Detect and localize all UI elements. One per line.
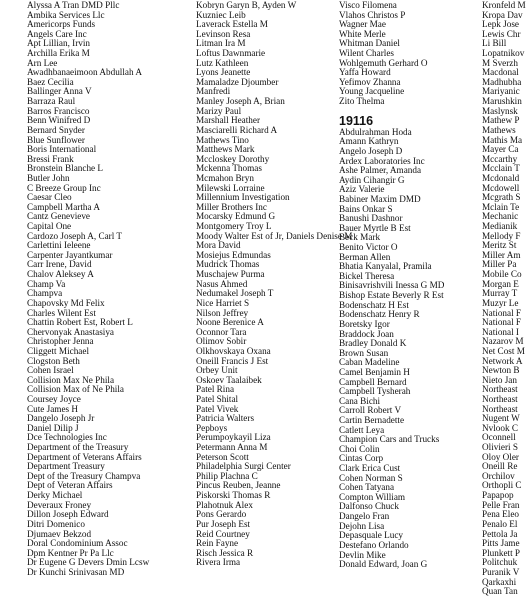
directory-entry: Dangelo Joseph Jr [27,413,95,424]
directory-entry: National F [482,317,522,328]
directory-entry: National F [482,307,522,318]
directory-entry: Caesar Cleo [27,192,72,203]
directory-entry: Maslynsk [482,105,518,116]
directory-entry: Dr Eugene G Devers Dmin Lcsw [27,557,150,568]
directory-entry: Oskoev Taalaibek [196,374,262,385]
directory-entry: Petermann Anna M [196,442,268,453]
directory-entry: Mcdonald [482,172,520,183]
directory-entry: White Merle [339,28,386,39]
directory-entry: Campbell Tysherah [339,386,411,397]
directory-entry: Cohen Israel [27,365,74,376]
directory-entry: Whitman Daniel [339,38,400,49]
directory-entry: Nugent W [482,413,520,424]
directory-entry: Quan Tan [482,586,518,597]
directory-entry: Banushi Dashnor [339,213,403,224]
directory-entry: Lepk Jose [482,19,519,30]
directory-entry: Carr Irene, David [27,259,92,270]
directory-entry: Barraza Raul [27,96,76,107]
directory-entry: Doral Condominium Assoc [27,538,128,549]
directory-entry: Barros Francisco [27,105,90,116]
directory-entry: Masciarelli Richard A [196,124,278,135]
directory-entry: Dept of Veteran Affairs [27,480,113,491]
directory-entry: Awadhbanaeimoon Abdullah A [27,67,142,78]
directory-entry: Northeast [482,403,518,414]
directory-entry: Nedumakel Joseph T [196,288,274,299]
directory-entry: Charles Wilent Est [27,307,96,318]
directory-entry: Pur Joseph Est [196,518,251,529]
directory-entry: Nilson Jeffrey [196,307,249,318]
directory-entry: Bodenschatz H Est [339,299,409,310]
directory-entry: Mathew P [482,115,520,126]
directory-entry: Pelle Fran [482,499,520,510]
directory-entry: Visco Filomena [339,0,397,10]
directory-entry: Orbey Unit [196,365,238,376]
directory-entry: Marizy Paul [196,105,242,116]
directory-entry: M Sverzh [482,57,518,68]
directory-entry: Derky Michael [27,490,83,501]
directory-entry: Binisavrishvili Inessa G MD [339,280,445,291]
directory-entry: Carlettini Ieleene [27,240,91,251]
directory-entry: Destefano Orlando [339,539,409,550]
directory-entry: Plahotnuk Alex [196,499,253,510]
directory-entry: Philip Plachna C [196,470,258,481]
directory-column-4 [482,0,526,597]
directory-entry: Beck Mark [339,232,381,243]
directory-entry: Orchilov [482,470,515,481]
directory-entry: Amann Kathryn [339,136,399,147]
directory-entry: Bickel Theresa [339,270,395,281]
directory-entry: Politchuk [482,557,518,568]
directory-entry: Yefimov Zhanna [339,76,401,87]
directory-entry: Murray T [482,288,518,299]
column-3-entries-after [339,128,483,570]
directory-entry: Mayer Ca [482,144,519,155]
directory-entry: Devlin Mike [339,549,386,560]
directory-entry: Milewski Lorraine [196,182,265,193]
directory-entry: Bernard Snyder [27,124,85,135]
directory-entry: Cute James H [27,403,79,414]
directory-entry: Depasquale Lucy [339,530,404,541]
directory-entry: Morgan E [482,278,519,289]
directory-entry: Rivera Irma [196,557,241,568]
directory-entry: Olkhovskaya Oxana [196,345,271,356]
directory-entry: Northeast [482,384,518,395]
directory-entry: Piskorski Thomas R [196,490,271,501]
directory-entry: Nasus Ahmed [196,278,248,289]
directory-entry: Lewis Chr [482,28,521,39]
directory-entry: Patel Vivek [196,403,239,414]
directory-entry: Mechanic [482,211,519,222]
directory-entry: Reid Courtney [196,528,250,539]
directory-entry: Laverack Estella M [196,19,268,30]
directory-entry: Bauer Myrtle B Est [339,222,411,233]
directory-entry: Mamaladze Djoumber [196,76,279,87]
directory-entry: Risch Jessica R [196,547,254,558]
directory-entry: Djumaev Bekzod [27,528,92,539]
directory-entry: Mcdowell [482,182,520,193]
directory-entry: Champva [27,288,63,299]
directory-entry: Bains Onkar S [339,203,393,214]
directory-entry: Lopatnikov [482,48,525,59]
directory-entry: Montgomery Troy L [196,221,272,232]
directory-entry: Network A [482,355,523,366]
directory-entry: Carroll Robert V [339,405,402,416]
directory-entry: Wilent Charles [339,48,394,59]
directory-entry: Kuzniec Leib [196,9,246,20]
directory-entry: Caban Madeline [339,357,400,368]
directory-entry: Manley Joseph A, Brian [196,96,285,107]
directory-entry: Chattin Robert Est, Robert L [27,317,133,328]
directory-entry: Donald Edward, Joan G [339,559,428,570]
directory-entry: Campbell Bernard [339,376,407,387]
directory-entry: Archilla Erika M [27,48,90,59]
directory-entry: C Breeze Group Inc [27,182,101,193]
directory-entry: Department Treasury [27,461,105,472]
directory-entry: Ballinger Anna V [27,86,92,97]
directory-entry: Aziz Valerie [339,184,385,195]
directory-entry: Dpm Kentner Pr Pa Llc [27,547,114,558]
directory-entry: Mora David [196,240,241,251]
directory-entry: Choi Colin [339,443,380,454]
directory-entry: Mocarsky Edmund G [196,211,276,222]
directory-entry: Newton B [482,365,520,376]
directory-entry: Ardex Laboratories Inc [339,155,425,166]
directory-entry: Net Cost M [482,345,525,356]
directory-entry: Bradley Donald K [339,338,407,349]
directory-entry: Pons Gerardo [196,509,247,520]
directory-entry: Camel Benjamin H [339,366,410,377]
directory-entry: Lutz Kathleen [196,57,249,68]
directory-entry: National I [482,326,519,337]
directory-entry: Aydin Cihangir G [339,174,405,185]
directory-entry: Dangelo Fran [339,511,390,522]
directory-entry: Champ Va [27,278,66,289]
directory-entry: Boretsky Igor [339,318,390,329]
directory-entry: Cardozo Joseph A, Carl T [27,230,123,241]
directory-entry: Young Jacqueline [339,86,405,97]
directory-entry: Mathis Ma [482,134,523,145]
directory-entry: Americorps Funds [27,19,96,30]
section-gap [339,107,483,113]
directory-entry: Dejohn Lisa [339,520,385,531]
directory-entry: Clogston Beth [27,355,80,366]
directory-entry: Nieto Jan [482,374,517,385]
directory-entry: Oconnor Tara [196,326,247,337]
directory-entry: Kropa Dav [482,9,523,20]
directory-column-3 [339,1,483,570]
directory-entry: Meritz St [482,240,517,251]
directory-entry: Mcmahon Bryn [196,172,254,183]
directory-entry: Brown Susan [339,347,389,358]
directory-entry: Plunkett P [482,547,521,558]
directory-entry: Blue Sunflower [27,134,85,145]
directory-entry: Olivieri S [482,442,518,453]
directory-entry: Vlahos Christos P [339,9,406,20]
directory-entry: Ambika Services Llc [27,9,105,20]
directory-entry: Alyssa A Tran DMD Pllc [27,0,120,10]
directory-entry: Loftus Dawnmarie [196,48,266,59]
directory-entry: Peterson Scott [196,451,249,462]
directory-entry: Marushkin [482,96,522,107]
directory-entry: Olimov Sobir [196,336,247,347]
directory-entry: Dr Kunchi Srinivasan MD [27,566,125,577]
directory-entry: Bodenschatz Henry R [339,309,420,320]
directory-entry: Miller Brothers Inc [196,201,267,212]
column-3-entries-before [339,1,483,107]
directory-entry: Dalfonso Chuck [339,501,399,512]
directory-entry: Muschajew Purma [196,269,265,280]
directory-entry: Ditri Domenico [27,518,85,529]
directory-entry: Mudrick Thomas [196,259,260,270]
directory-entry: Bronstein Blanche L [27,163,104,174]
directory-entry: Pepboys [196,422,228,433]
directory-entry: Wohlgemuth Gerhard O [339,57,428,68]
directory-entry: Cana Bichi [339,395,381,406]
directory-entry: Perumpoykayil Liza [196,432,271,443]
directory-entry: Capital One [27,221,72,232]
zip-code-heading: 19116 [339,113,374,128]
directory-entry: Levinson Resa [196,28,251,39]
directory-entry: Arn Lee [27,57,58,68]
directory-entry: Cantz Genevieve [27,211,91,222]
directory-entry: Pitts Jame [482,538,520,549]
directory-entry: Pettola Ja [482,528,518,539]
directory-entry: Zito Thelma [339,96,385,107]
directory-entry: Cohen Norman S [339,472,403,483]
directory-entry: Catlett Leya [339,424,385,435]
directory-entry: Angels Care Inc [27,28,87,39]
directory-entry: Bhatia Kanyalal, Pramila [339,261,432,272]
directory-entry: Patel Shital [196,393,239,404]
directory-entry: Coursey Joyce [27,393,81,404]
directory-entry: Oneill Re [482,461,518,472]
directory-entry: Matthews Mark [196,144,255,155]
directory-entry: Ashe Palmer, Amanda [339,165,422,176]
directory-entry: Champion Cars and Trucks [339,434,440,445]
directory-entry: Kobryn Garyn B, Ayden W [196,0,297,10]
directory-entry: Pincus Reuben, Jeanne [196,480,281,491]
directory-entry: Compton William [339,491,406,502]
directory-entry: Mariyanic [482,86,520,97]
directory-entry: Oconnell [482,432,516,443]
directory-entry: Moody Walter Est of Jr, Daniels Denise M [196,230,353,241]
directory-entry: Dce Technologies Inc [27,432,107,443]
directory-entry: Baez Cecilia [27,76,74,87]
directory-entry: Rein Fayne [196,538,239,549]
directory-entry: Miller Pa [482,259,517,270]
directory-column-1 [27,1,169,578]
directory-entry: Muzyr Le [482,297,519,308]
directory-entry: Angelo Joseph D [339,145,403,156]
directory-entry: Patel Rina [196,384,235,395]
directory-entry: Berman Allen [339,251,391,262]
directory-entry: Chervonyak Anastasiya [27,326,115,337]
directory-entry: Macdonal [482,67,519,78]
directory-entry: Oneill Francis J Est [196,355,269,366]
directory-entry: Campbell Martha A [27,201,100,212]
directory-entry: Mclain Te [482,201,520,212]
directory-entry: Millennium Investigation [196,192,290,203]
directory-entry: Mcclain T [482,163,520,174]
directory-entry: Lyons Jeanette [196,67,251,78]
directory-entry: Puranik V [482,566,520,577]
directory-entry: Cliggett Michael [27,345,90,356]
directory-entry: Orthopli C [482,480,522,491]
directory-entry: Mathews Tino [196,134,249,145]
directory-entry: Mckenna Thomas [196,163,262,174]
directory-entry: Mobile Co [482,269,522,280]
directory-entry: Boris International [27,144,97,155]
directory-entry: Bressi Frank [27,153,74,164]
directory-entry: Dillon Joseph Edward [27,509,109,520]
directory-entry: Chalov Aleksey A [27,269,94,280]
directory-entry: Cintas Corp [339,453,384,464]
directory-entry: Daniel Dilip J [27,422,79,433]
directory-entry: Patricia Walters [196,413,255,424]
directory-entry: Noone Berenice A [196,317,264,328]
directory-entry: Cartin Bernadette [339,414,405,425]
directory-entry: Benito Victor O [339,242,398,253]
directory-entry: Braddock Joan [339,328,394,339]
directory-entry: Papapop [482,490,514,501]
directory-column-2 [196,0,353,568]
directory-entry: Department of the Treasury [27,442,129,453]
directory-entry: Northeast [482,393,518,404]
directory-entry: Oloy Oler [482,451,519,462]
directory-entry: Nvlook C [482,422,518,433]
directory-entry: Penalo El [482,518,518,529]
directory-entry: Carpenter Jayantkumar [27,249,113,260]
directory-entry: Nice Harriet S [196,297,250,308]
directory-entry: Collision Max Ne Phila [27,374,115,385]
directory-entry: Babiner Maxim DMD [339,193,421,204]
directory-entry: Department of Veterans Affairs [27,451,142,462]
directory-entry: Christopher Jenna [27,336,94,347]
directory-entry: Miller Am [482,249,521,260]
directory-entry: Litman Ira M [196,38,246,49]
directory-entry: Cohen Tatyana [339,482,395,493]
directory-entry: Wagner Mae [339,19,386,30]
directory-entry: Butler John [27,172,70,183]
directory-entry: Mathews [482,124,516,135]
directory-entry: Benn Winifred D [27,115,91,126]
directory-entry: Kronfeld M [482,0,526,10]
directory-entry: Yaffa Howard [339,67,391,78]
directory-entry: Apt Lillian, Irvin [27,38,91,49]
directory-entry: Collision Max of Ne Phila [27,384,124,395]
directory-entry: Dept of the Treasury Champva [27,470,141,481]
directory-entry: Li Bill [482,38,507,49]
directory-entry: Mccarthy [482,153,518,164]
directory-entry: Clark Erica Cust [339,463,401,474]
directory-entry: Mellody F [482,230,521,241]
directory-entry: Mcgrath S [482,192,521,203]
directory-entry: Medianik [482,221,518,232]
directory-entry: Mccloskey Dorothy [196,153,270,164]
directory-entry: Qarkaxhi [482,576,517,587]
directory-entry: Chapovsky Md Felix [27,297,105,308]
directory-entry: Abdulrahman Hoda [339,126,412,137]
directory-entry: Pena Eleo [482,509,519,520]
directory-entry: Mosiejus Edmundas [196,249,271,260]
directory-entry: Marshall Heather [196,115,261,126]
directory-entry: Madhubha [482,76,522,87]
directory-entry: Deveraux Froney [27,499,92,510]
directory-entry: Bishop Estate Beverly R Est [339,290,444,301]
directory-entry: Nazarov M [482,336,524,347]
directory-entry: Manfredi [196,86,231,97]
directory-entry: Philadelphia Surgi Center [196,461,291,472]
